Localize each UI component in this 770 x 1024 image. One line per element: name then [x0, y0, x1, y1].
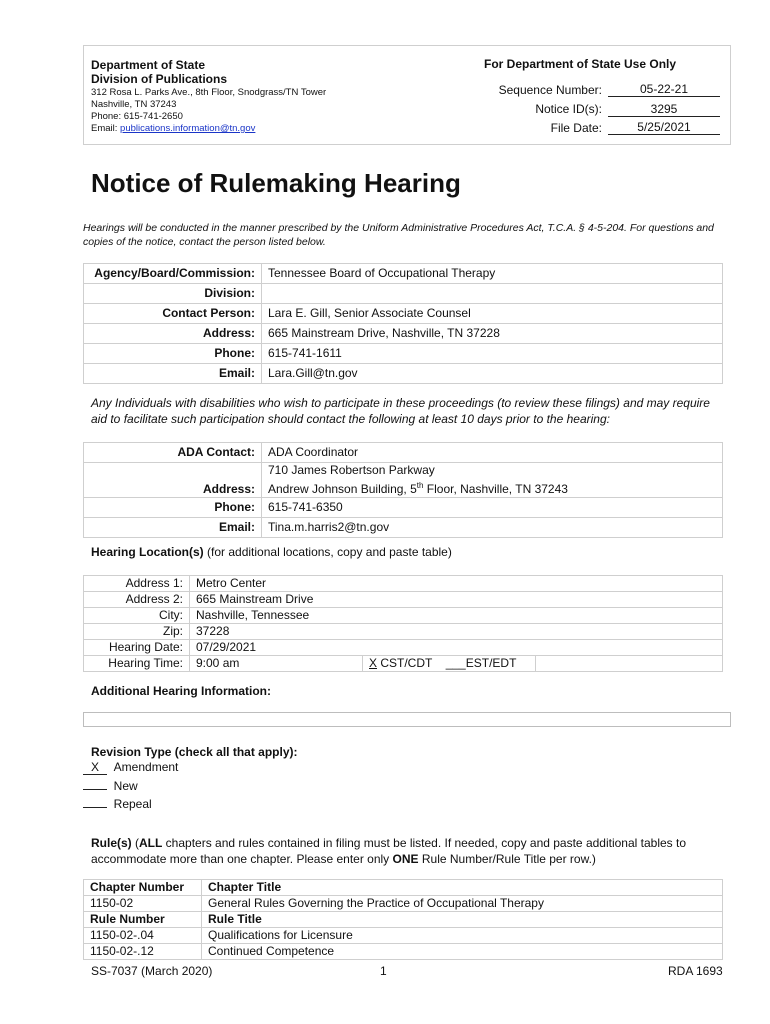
dept-name: Department of State [91, 58, 206, 72]
dept-phone: Phone: 615-741-2650 [91, 111, 183, 122]
chapter-number-header: Chapter Number [84, 880, 202, 896]
email-label: Email: [84, 364, 262, 384]
address1-value: Metro Center [190, 576, 723, 592]
repeal-label: Repeal [113, 797, 152, 811]
additional-info-field[interactable] [83, 712, 731, 727]
intro-note: Hearings will be conducted in the manner prescribed by the Uniform Administrative Procedures Act, T.C.A. § 4-5-204. For questions and copies of the notice, contact the person listed below. [83, 222, 714, 248]
agency-value: Tennessee Board of Occupational Therapy [262, 264, 723, 284]
table-row [84, 896, 723, 912]
revision-item-amendment [83, 760, 178, 776]
additional-info-heading: Additional Hearing Information: [91, 684, 271, 698]
phone-label: Phone: [84, 344, 262, 364]
table-row [84, 624, 723, 640]
sequence-label: Sequence Number: [498, 83, 602, 97]
ada-address-line2: Andrew Johnson Building, 5th Floor, Nashville, TN 37243 [268, 481, 568, 496]
table-row [84, 880, 723, 896]
email-value: Lara.Gill@tn.gov [262, 364, 723, 384]
address-value: 665 Mainstream Drive, Nashville, TN 37228 [262, 324, 723, 344]
city-value: Nashville, Tennessee [190, 608, 723, 624]
table-row [84, 912, 723, 928]
hearing-date-label: Hearing Date: [84, 640, 190, 656]
ada-contact-label: ADA Contact: [84, 443, 262, 463]
dept-email-line [91, 123, 255, 135]
rule-title-1: Qualifications for Licensure [202, 928, 723, 944]
table-row [84, 656, 723, 672]
ada-phone-label: Phone: [84, 498, 262, 518]
ada-address-line1: 710 James Robertson Parkway [268, 463, 435, 477]
rule-number-1: 1150-02-.04 [84, 928, 202, 944]
amendment-label: Amendment [113, 760, 179, 774]
agency-table [83, 263, 723, 384]
table-row [84, 944, 723, 960]
new-label: New [113, 778, 138, 793]
contact-value: Lara E. Gill, Senior Associate Counsel [262, 304, 723, 324]
cst-label: CST/CDT [377, 656, 433, 670]
zip-label: Zip: [84, 624, 190, 640]
notice-id-label: Notice ID(s): [535, 102, 602, 116]
table-row [84, 304, 723, 324]
hearing-time-value: 9:00 am [190, 656, 363, 672]
ada-email-label: Email: [84, 518, 262, 538]
hearing-date-value: 07/29/2021 [190, 640, 723, 656]
rules-intro: Rule(s) (ALL chapters and rules contained in filing must be listed. If needed, copy and paste additional tables to accommodate more than one chapter. Please enter only ONE Rule Number/Rule Title per row.) [91, 836, 687, 866]
chapter-title-value: General Rules Governing the Practice of Occupational Therapy [202, 896, 723, 912]
division-value [262, 284, 723, 304]
address-label: Address: [84, 324, 262, 344]
ada-address-label: Address: [84, 463, 262, 498]
dept-address-1: 312 Rosa L. Parks Ave., 8th Floor, Snodgrass/TN Tower [91, 87, 327, 98]
dept-address-2: Nashville, TN 37243 [91, 99, 177, 110]
new-checkbox[interactable] [83, 776, 107, 790]
notice-id-value: 3295 [608, 102, 720, 117]
table-row [84, 443, 723, 463]
address2-value: 665 Mainstream Drive [190, 592, 723, 608]
cst-mark[interactable]: X [369, 656, 378, 670]
contact-label: Contact Person: [84, 304, 262, 324]
repeal-checkbox[interactable] [83, 794, 107, 808]
page-number: 1 [380, 964, 387, 978]
table-row [84, 463, 723, 498]
table-row [84, 324, 723, 344]
rda-number: RDA 1693 [668, 964, 723, 978]
table-row [84, 364, 723, 384]
rule-title-2: Continued Competence [202, 944, 723, 960]
est-label: EST/EDT [465, 656, 517, 670]
ada-contact-value: ADA Coordinator [262, 443, 723, 463]
chapter-number-value: 1150-02 [84, 896, 202, 912]
ada-email-value: Tina.m.harris2@tn.gov [262, 518, 723, 538]
city-label: City: [84, 608, 190, 624]
hearing-table [83, 575, 723, 672]
amendment-checkbox[interactable]: X [83, 761, 107, 775]
table-row [84, 264, 723, 284]
address1-label: Address 1: [84, 576, 190, 592]
rule-title-header: Rule Title [202, 912, 723, 928]
ada-address-value [262, 463, 723, 498]
table-row [84, 928, 723, 944]
table-row [84, 284, 723, 304]
ada-phone-value: 615-741-6350 [262, 498, 723, 518]
dept-email-link[interactable]: publications.information@tn.gov [120, 123, 256, 134]
rule-number-header: Rule Number [84, 912, 202, 928]
table-row [84, 344, 723, 364]
zip-value: 37228 [190, 624, 723, 640]
ada-note: Any Individuals with disabilities who wish to participate in these proceedings (to review these filings) and may require aid to facilitate such participation should contact the following at least 10 days prior to the hearing: [91, 396, 710, 426]
file-date-value: 5/25/2021 [608, 120, 720, 135]
division-name: Division of Publications [91, 72, 228, 86]
revision-list [83, 760, 178, 813]
state-use-only-title: For Department of State Use Only [484, 57, 677, 71]
form-number: SS-7037 (March 2020) [91, 964, 213, 978]
est-blank[interactable]: ___ [445, 656, 466, 670]
phone-value: 615-741-1611 [262, 344, 723, 364]
address2-label: Address 2: [84, 592, 190, 608]
header-box [83, 45, 731, 145]
ada-table [83, 442, 723, 538]
rules-table [83, 879, 723, 960]
table-row [84, 640, 723, 656]
hearing-time-label: Hearing Time: [84, 656, 190, 672]
dept-email-label: Email: [91, 123, 121, 134]
revision-heading: Revision Type (check all that apply): [91, 745, 298, 759]
table-row [84, 608, 723, 624]
agency-label: Agency/Board/Commission: [84, 264, 262, 284]
table-row [84, 576, 723, 592]
hearing-heading: Hearing Location(s) (for additional locations, copy and paste table) [91, 545, 452, 559]
table-row [84, 518, 723, 538]
timezone-extra-cell [536, 656, 723, 672]
revision-item-new [83, 776, 178, 795]
timezone-options [363, 656, 536, 672]
sequence-value: 05-22-21 [608, 82, 720, 97]
rule-number-2: 1150-02-.12 [84, 944, 202, 960]
page-title: Notice of Rulemaking Hearing [91, 168, 461, 198]
revision-item-repeal [83, 794, 178, 813]
table-row [84, 592, 723, 608]
table-row [84, 498, 723, 518]
chapter-title-header: Chapter Title [202, 880, 723, 896]
division-label: Division: [84, 284, 262, 304]
file-date-label: File Date: [550, 121, 602, 135]
